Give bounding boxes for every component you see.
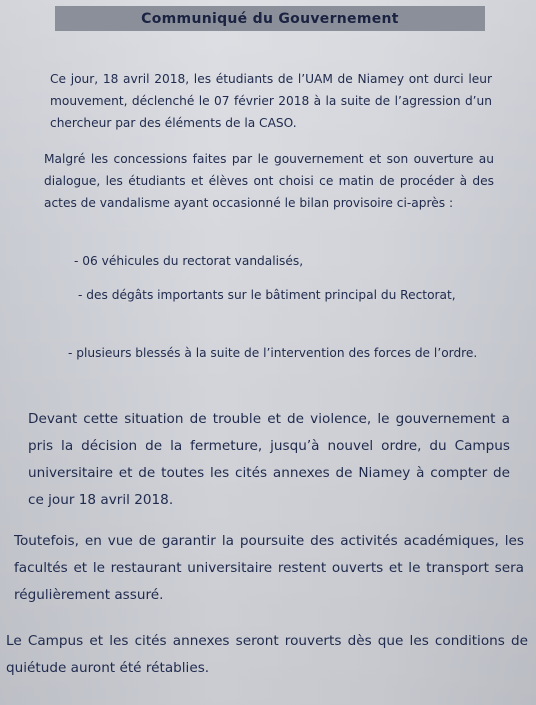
- bullet-vehicles: - 06 véhicules du rectorat vandalisés,: [74, 254, 304, 268]
- paragraph-vandalism: Malgré les concessions faites par le gouvernement et son ouverture au dialogue, les étudiants et élèves ont choisi ce matin de procéder à des actes de vandalisme ayant occasionné le bilan provisoire ci-après :: [44, 152, 494, 210]
- bullet-injured: - plusieurs blessés à la suite de l’intervention des forces de l’ordre.: [68, 346, 478, 360]
- paragraph-reopening: Le Campus et les cités annexes seront rouverts dès que les conditions de quiétude auront été rétablies.: [6, 633, 528, 676]
- document-title: Communiqué du Gouvernement: [141, 10, 399, 27]
- title-bar: [55, 6, 485, 31]
- bullet-damage: - des dégâts importants sur le bâtiment principal du Rectorat,: [78, 288, 456, 302]
- paragraph-activities: Toutefois, en vue de garantir la poursuite des activités académiques, les facultés et le restaurant universitaire restent ouverts et le transport sera régulièrement assuré.: [14, 533, 524, 603]
- paragraph-intro: Ce jour, 18 avril 2018, les étudiants de l’UAM de Niamey ont durci leur mouvement, déclenché le 07 février 2018 à la suite de l’agression d’un chercheur par des éléments de la CASO.: [50, 72, 492, 130]
- paragraph-closure: Devant cette situation de trouble et de violence, le gouvernement a pris la décision de la fermeture, jusqu’à nouvel ordre, du Campus universitaire et de toutes les cités annexes de Niamey à compter de ce jour 18 avril 2018.: [28, 411, 510, 508]
